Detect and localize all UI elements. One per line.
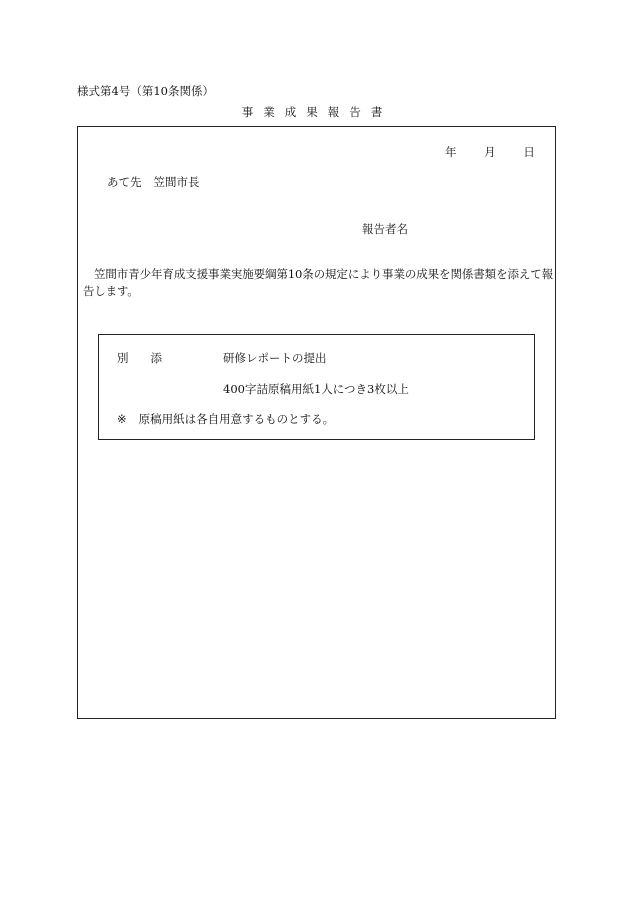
attachment-note xyxy=(117,411,334,427)
date-month-label: 月 xyxy=(484,145,496,159)
attachment-item-report: 研修レポートの提出 xyxy=(223,351,327,365)
reporter-name-label: 報告者名 xyxy=(362,222,408,236)
date-day-label: 日 xyxy=(523,145,535,159)
date-year-label: 年 xyxy=(445,145,457,159)
attachment-item-manuscript: 400字詰原稿用紙1人につき3枚以上 xyxy=(223,382,409,396)
note-mark-icon: ※ xyxy=(117,412,127,426)
addressee-name: 笠間市長 xyxy=(153,175,200,189)
addressee-label: あて先 xyxy=(107,175,142,189)
form-number: 様式第4号（第10条関係） xyxy=(77,84,214,98)
date-line xyxy=(445,144,535,160)
addressee xyxy=(107,174,200,190)
attachment-note-text: 原稿用紙は各自用意するものとする。 xyxy=(138,412,335,426)
report-body-text: 笠間市青少年育成支援事業実施要綱第10条の規定により事業の成果を関係書類を添えて報告します。 xyxy=(83,267,553,298)
document-title: 事業成果報告書 xyxy=(241,105,393,119)
attachment-label: 別添 xyxy=(117,351,184,365)
